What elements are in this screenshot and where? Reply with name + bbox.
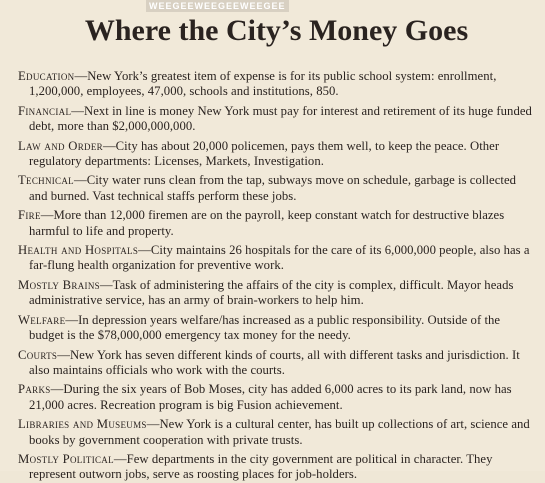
entry-heading: Financial (18, 103, 72, 118)
entry-text: —Task of administering the affairs of the city is complex, difficult. Mayor heads administrative service, has an army of brain-workers to help him. (29, 277, 514, 308)
entry-welfare (18, 313, 535, 344)
entry-education (18, 69, 535, 100)
entry-text: —New York is a cultural center, has built up collections of art, science and books by government cooperation with private trusts. (29, 417, 530, 447)
entry-mostly-brains (18, 278, 535, 309)
page-title: Where the City’s Money Goes (84, 14, 469, 47)
entry-fire (18, 208, 535, 239)
entry-heading: Parks (18, 382, 51, 397)
entry-health-and-hospitals (18, 243, 535, 274)
entry-libraries-and-museums (18, 417, 535, 448)
entry-text: —City water runs clean from the tap, subways move on schedule, garbage is collected and burned. Vast technical staffs perform these jobs. (29, 173, 517, 203)
entry-text: —City has about 20,000 policemen, pays them well, to keep the peace. Other regulatory departments: Licenses, Markets, Investigation. (29, 138, 500, 169)
entry-heading: Law and Order (18, 138, 103, 153)
entry-heading: Mostly Political (18, 451, 114, 466)
entry-heading: Mostly Brains (18, 277, 100, 292)
watermark: WEEGEEWEEGEEWEEGEE (146, 0, 289, 12)
entry-text: —Few departments in the city government are political in character. They represent outworn jobs, serve as roosting places for job-holders. (29, 451, 493, 482)
entry-heading: Libraries and Museums (18, 417, 147, 432)
entry-heading: Education (18, 69, 75, 83)
entry-text: —City maintains 26 hospitals for the care of its 6,000,000 people, also has a far-flung health organization for preventive work. (29, 243, 530, 273)
entry-heading: Fire (18, 208, 41, 223)
entry-text: —Next in line is money New York must pay for interest and retirement of its huge funded debt, more than $2,000,000,000. (29, 103, 532, 134)
entry-text: —New York’s greatest item of expense is for its public school system: enrollment, 1,200,000, employees, 47,000, schools and institutions, 850. (29, 69, 497, 99)
entry-law-and-order (18, 139, 535, 170)
entry-technical (18, 173, 535, 204)
entry-text: —During the six years of Bob Moses, city has added 6,000 acres to its park land, now has 21,000 acres. Recreation program is big Fusion achievement. (29, 382, 512, 412)
entry-parks (18, 382, 535, 413)
entry-mostly-political (18, 452, 535, 483)
entry-heading: Welfare (18, 312, 66, 327)
entry-text: —More than 12,000 firemen are on the payroll, keep constant watch for destructive blazes harmful to life and property. (29, 208, 505, 238)
entry-heading: Health and Hospitals (18, 243, 139, 258)
entry-text: —New York has seven different kinds of courts, all with different tasks and jurisdiction. It also maintains officials who work with the courts. (29, 347, 520, 377)
entry-courts (18, 348, 535, 379)
entry-text: —In depression years welfare/has increased as a public responsibility. Outside of the budget is the $78,000,000 emergency tax money for the needy. (29, 312, 501, 343)
entry-financial (18, 104, 535, 135)
entry-list (18, 69, 535, 483)
entry-heading: Courts (18, 347, 58, 362)
entry-heading: Technical (18, 173, 74, 188)
